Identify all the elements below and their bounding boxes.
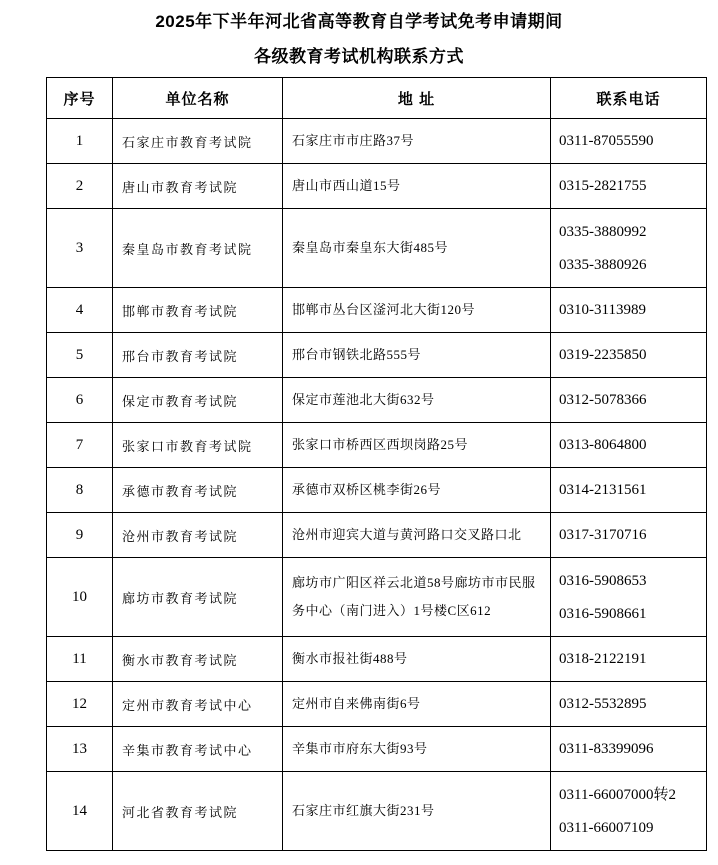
cell-serial-number: 6 (47, 378, 113, 423)
cell-serial-number: 1 (47, 119, 113, 164)
phone-number: 0311-66007109 (559, 819, 654, 836)
cell-phone (551, 772, 707, 851)
phone-number: 0312-5078366 (559, 392, 647, 408)
cell-unit-name: 唐山市教育考试院 (113, 164, 283, 209)
cell-address: 唐山市西山道15号 (283, 164, 551, 209)
table-row (47, 682, 707, 727)
cell-serial-number: 4 (47, 288, 113, 333)
table-row (47, 727, 707, 772)
phone-number: 0319-2235850 (559, 347, 647, 363)
cell-address: 邢台市钢铁北路555号 (283, 333, 551, 378)
cell-address: 石家庄市市庄路37号 (283, 119, 551, 164)
phone-number: 0316-5908653 (559, 572, 647, 589)
cell-phone (551, 468, 707, 513)
cell-address: 石家庄市红旗大街231号 (283, 772, 551, 851)
cell-serial-number: 8 (47, 468, 113, 513)
cell-phone (551, 333, 707, 378)
cell-unit-name: 秦皇岛市教育考试院 (113, 209, 283, 288)
phone-number: 0310-3113989 (559, 302, 646, 318)
table-row (47, 513, 707, 558)
contact-table (46, 77, 707, 851)
phone-number: 0315-2821755 (559, 178, 647, 194)
cell-phone (551, 682, 707, 727)
phone-number: 0312-5532895 (559, 696, 647, 712)
cell-address: 衡水市报社街488号 (283, 637, 551, 682)
table-row (47, 288, 707, 333)
phone-number: 0335-3880992 (559, 223, 647, 240)
cell-unit-name: 辛集市教育考试中心 (113, 727, 283, 772)
cell-phone (551, 164, 707, 209)
phone-number: 0317-3170716 (559, 527, 647, 543)
cell-unit-name: 邯郸市教育考试院 (113, 288, 283, 333)
cell-unit-name: 衡水市教育考试院 (113, 637, 283, 682)
phone-number: 0316-5908661 (559, 605, 647, 622)
table-row (47, 209, 707, 288)
cell-phone (551, 119, 707, 164)
phone-number: 0335-3880926 (559, 256, 647, 273)
header-serial-number: 序号 (47, 78, 113, 119)
cell-address: 张家口市桥西区西坝岗路25号 (283, 423, 551, 468)
cell-address: 秦皇岛市秦皇东大街485号 (283, 209, 551, 288)
cell-address: 邯郸市丛台区滏河北大街120号 (283, 288, 551, 333)
cell-phone (551, 378, 707, 423)
cell-phone (551, 423, 707, 468)
table-header-row (47, 78, 707, 119)
cell-phone (551, 288, 707, 333)
cell-phone (551, 727, 707, 772)
document-title (0, 0, 718, 74)
table-row (47, 378, 707, 423)
table-row (47, 468, 707, 513)
cell-address: 保定市莲池北大街632号 (283, 378, 551, 423)
cell-serial-number: 14 (47, 772, 113, 851)
table-row (47, 119, 707, 164)
cell-serial-number: 12 (47, 682, 113, 727)
table-row (47, 772, 707, 851)
cell-unit-name: 河北省教育考试院 (113, 772, 283, 851)
cell-phone (551, 513, 707, 558)
cell-unit-name: 定州市教育考试中心 (113, 682, 283, 727)
cell-unit-name: 张家口市教育考试院 (113, 423, 283, 468)
phone-number: 0313-8064800 (559, 437, 647, 453)
phone-number: 0311-83399096 (559, 741, 654, 757)
cell-serial-number: 11 (47, 637, 113, 682)
cell-serial-number: 13 (47, 727, 113, 772)
cell-phone (551, 209, 707, 288)
cell-address: 沧州市迎宾大道与黄河路口交叉路口北 (283, 513, 551, 558)
cell-serial-number: 3 (47, 209, 113, 288)
cell-serial-number: 7 (47, 423, 113, 468)
table-row (47, 637, 707, 682)
phone-number: 0314-2131561 (559, 482, 647, 498)
cell-serial-number: 5 (47, 333, 113, 378)
title-line-1: 2025年下半年河北省高等教育自学考试免考申请期间 (155, 12, 563, 31)
phone-number: 0311-66007000转2 (559, 786, 676, 803)
phone-number: 0311-87055590 (559, 133, 654, 149)
table-row (47, 423, 707, 468)
cell-serial-number: 10 (47, 558, 113, 637)
table-row (47, 164, 707, 209)
table-row (47, 558, 707, 637)
cell-address: 廊坊市广阳区祥云北道58号廊坊市市民服务中心（南门进入）1号楼C区612 (283, 558, 551, 637)
cell-unit-name: 邢台市教育考试院 (113, 333, 283, 378)
header-address: 地 址 (283, 78, 551, 119)
cell-unit-name: 保定市教育考试院 (113, 378, 283, 423)
cell-address: 定州市自来佛南街6号 (283, 682, 551, 727)
cell-unit-name: 承德市教育考试院 (113, 468, 283, 513)
header-unit-name: 单位名称 (113, 78, 283, 119)
table-row (47, 333, 707, 378)
cell-unit-name: 廊坊市教育考试院 (113, 558, 283, 637)
cell-unit-name: 石家庄市教育考试院 (113, 119, 283, 164)
cell-serial-number: 9 (47, 513, 113, 558)
cell-address: 承德市双桥区桃李街26号 (283, 468, 551, 513)
cell-phone (551, 637, 707, 682)
cell-unit-name: 沧州市教育考试院 (113, 513, 283, 558)
cell-address: 辛集市市府东大街93号 (283, 727, 551, 772)
phone-number: 0318-2122191 (559, 651, 647, 667)
cell-serial-number: 2 (47, 164, 113, 209)
cell-phone (551, 558, 707, 637)
header-phone: 联系电话 (551, 78, 707, 119)
title-line-2: 各级教育考试机构联系方式 (254, 47, 464, 66)
